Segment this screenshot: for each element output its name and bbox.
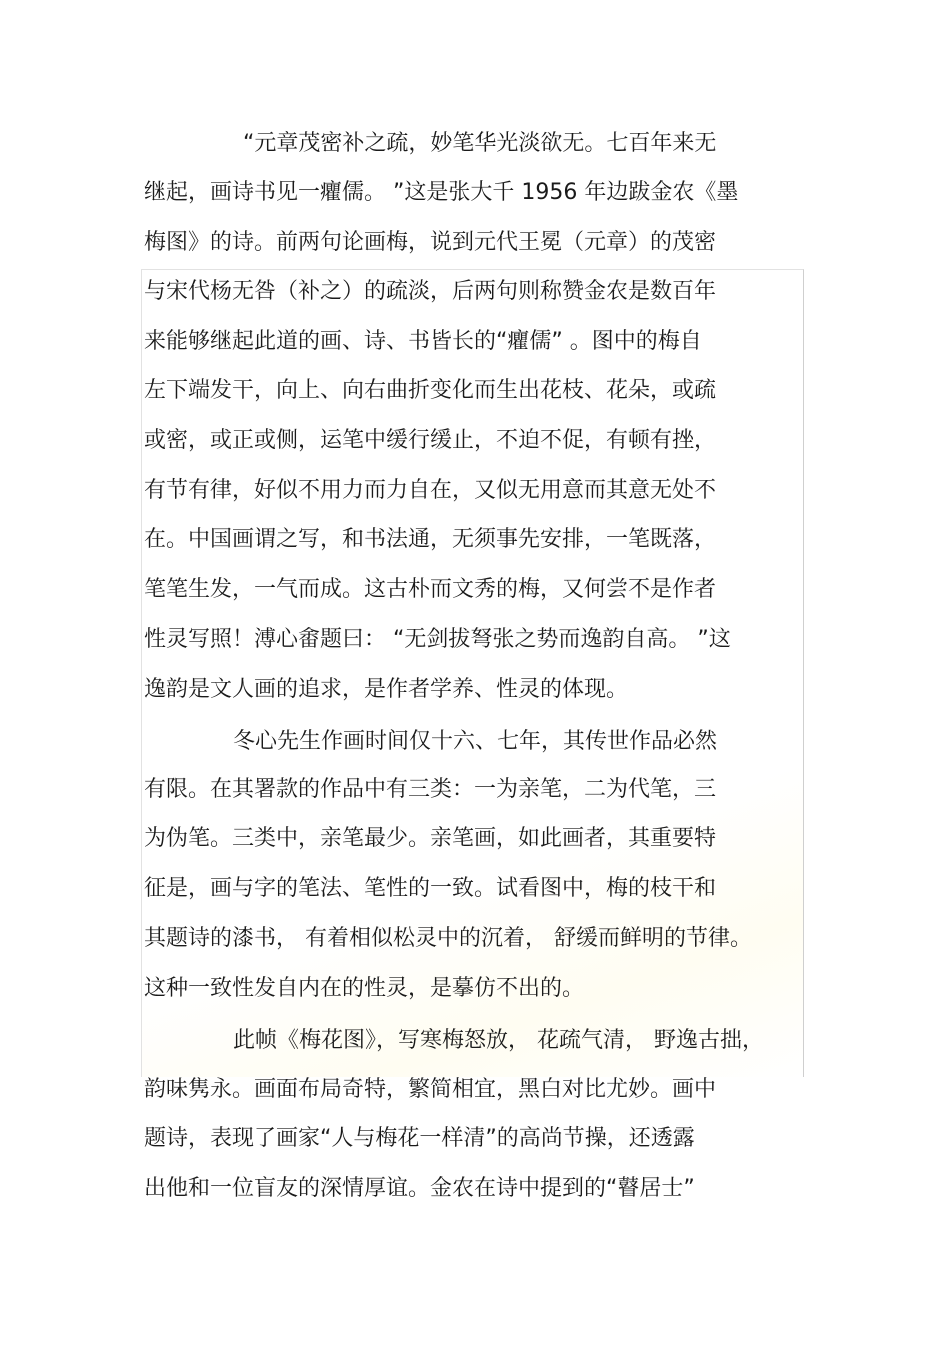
text-line-1: “元章茂密补之疏，妙笔华光淡欲无。七百年来无 <box>243 131 717 156</box>
text-line-5: 来能够继起此道的画、诗、书皆长的“癯儒” 。图中的梅自 <box>144 329 702 354</box>
text-line-6: 左下端发干，向上、向右曲折变化而生出花枝、花朵，或疏 <box>144 378 717 403</box>
text-line-15: 为伪笔。三类中，亲笔最少。亲笔画，如此画者，其重要特 <box>144 826 717 851</box>
text-line-7: 或密，或正或侧，运笔中缓行缓止，不迫不促，有顿有挫， <box>144 428 717 453</box>
text-line-9: 在。中国画谓之写，和书法通，无须事先安排，一笔既落， <box>144 527 717 552</box>
text-line-12: 逸韵是文人画的追求，是作者学养、性灵的体现。 <box>144 677 629 702</box>
text-line-10: 笔笔生发，一气而成。这古朴而文秀的梅，又何尝不是作者 <box>144 577 717 602</box>
text-line-11: 性灵写照！溥心畬题曰： “无剑拔弩张之势而逸韵自高。 ”这 <box>144 627 731 652</box>
text-line-17: 其题诗的漆书， 有着相似松灵中的沉着， 舒缓而鲜明的节律。 <box>144 926 752 951</box>
text-line-4: 与宋代杨无咎（补之）的疏淡，后两句则称赞金农是数百年 <box>144 279 717 304</box>
text-line-13: 冬心先生作画时间仅十六、七年，其传世作品必然 <box>233 729 718 754</box>
text-line-14: 有限。在其署款的作品中有三类：一为亲笔，二为代笔，三 <box>144 777 717 802</box>
text-line-19: 此帧《梅花图》，写寒梅怒放， 花疏气清， 野逸古拙， <box>233 1028 764 1053</box>
text-line-2: 继起，画诗书见一癯儒。 ”这是张大千 1956 年边跋金农《墨 <box>144 180 739 205</box>
text-line-22: 出他和一位盲友的深情厚谊。金农在诗中提到的“瞽居士” <box>144 1176 695 1201</box>
text-line-18: 这种一致性发自内在的性灵，是摹仿不出的。 <box>144 976 585 1001</box>
text-line-3: 梅图》的诗。前两句论画梅，说到元代王冕（元章）的茂密 <box>144 230 717 255</box>
text-line-20: 韵味隽永。画面布局奇特，繁简相宜，黑白对比尤妙。画中 <box>144 1077 717 1102</box>
text-line-16: 征是，画与字的笔法、笔性的一致。试看图中，梅的枝干和 <box>144 876 717 901</box>
text-line-21: 题诗，表现了画家“人与梅花一样清”的高尚节操，还透露 <box>144 1126 695 1151</box>
text-line-8: 有节有律，好似不用力而力自在，又似无用意而其意无处不 <box>144 478 717 503</box>
